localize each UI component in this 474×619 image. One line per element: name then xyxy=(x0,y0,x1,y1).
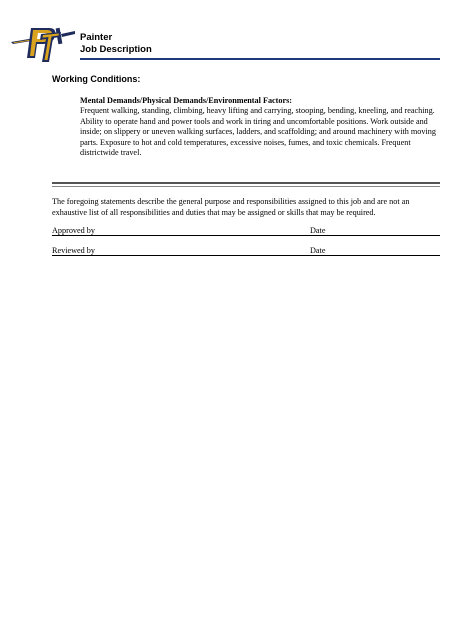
disclaimer-text: The foregoing statements describe the general purpose and responsibilities assigned to this job and are not an exhaustive list of all responsibilities and duties that may be assigned or skills that may be required. xyxy=(52,197,410,217)
working-conditions xyxy=(80,96,442,158)
doc-type: Job Description xyxy=(80,43,152,55)
divider-rule xyxy=(52,182,440,184)
pt-sword-logo xyxy=(9,22,77,66)
signature-underline xyxy=(52,255,440,256)
document-title xyxy=(80,32,152,55)
conditions-subheading: Mental Demands/Physical Demands/Environmental Factors: xyxy=(80,96,293,105)
reviewed-by-label: Reviewed by xyxy=(52,246,95,255)
conditions-body: Frequent walking, standing, climbing, heavy lifting and carrying, stooping, bending, kneeling, and reaching. Ability to operate hand and power tools and work in tiring and uncomfortable positions. Work outside and inside; on slippery or uneven walking surfaces, ladders, and scaffolding; and around machinery with moving parts. Exposure to hot and cold temperatures, excessive noises, fumes, and toxic chemicals. Frequent districtwide travel. xyxy=(80,106,436,158)
approved-by-label: Approved by xyxy=(52,226,95,235)
reviewed-signature-line xyxy=(52,244,440,256)
job-title: Painter xyxy=(80,32,113,43)
approved-date-label: Date xyxy=(310,226,326,235)
header-rule xyxy=(80,58,440,60)
section-heading: Working Conditions: xyxy=(52,74,141,84)
divider-rule-secondary xyxy=(52,186,440,187)
reviewed-date-label: Date xyxy=(310,246,326,255)
signature-underline xyxy=(52,235,440,236)
approved-signature-line xyxy=(52,224,440,236)
